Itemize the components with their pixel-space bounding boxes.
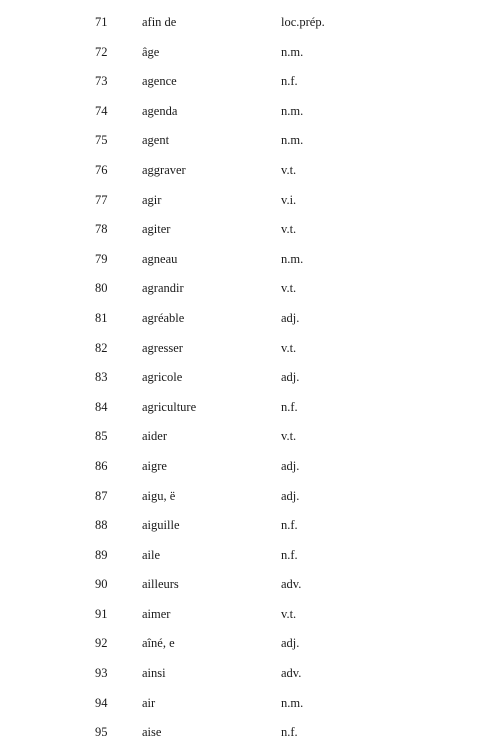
entry-word: agence	[142, 74, 177, 89]
entry-part-of-speech: adv.	[281, 666, 302, 681]
vocab-entry-row	[0, 274, 489, 304]
vocab-entry-row	[0, 215, 489, 245]
entry-part-of-speech: n.f.	[281, 725, 298, 740]
vocab-entry-row	[0, 186, 489, 216]
entry-word: agir	[142, 192, 162, 207]
entry-number: 88	[95, 518, 108, 533]
entry-number: 79	[95, 251, 108, 266]
entry-number: 73	[95, 74, 108, 89]
entry-part-of-speech: n.f.	[281, 518, 298, 533]
entry-number: 81	[95, 310, 108, 325]
entry-number: 89	[95, 547, 108, 562]
entry-part-of-speech: adj.	[281, 488, 300, 503]
vocab-entry-row	[0, 600, 489, 630]
vocab-entry-row	[0, 482, 489, 512]
vocabulary-list	[0, 8, 489, 748]
entry-word: agneau	[142, 251, 178, 266]
entry-part-of-speech: v.t.	[281, 222, 297, 237]
entry-word: ainsi	[142, 666, 166, 681]
entry-part-of-speech: n.m.	[281, 251, 304, 266]
entry-part-of-speech: n.f.	[281, 547, 298, 562]
entry-part-of-speech: adj.	[281, 370, 300, 385]
vocab-entry-row	[0, 393, 489, 423]
entry-word: agenda	[142, 103, 178, 118]
vocab-entry-row	[0, 245, 489, 275]
entry-number: 71	[95, 15, 108, 29]
entry-word: aimer	[142, 606, 171, 621]
vocab-entry-row	[0, 8, 489, 38]
entry-word: aîné, e	[142, 636, 175, 651]
entry-number: 82	[95, 340, 108, 355]
entry-word: agresser	[142, 340, 183, 355]
entry-part-of-speech: v.t.	[281, 281, 297, 296]
entry-part-of-speech: v.t.	[281, 162, 297, 177]
entry-number: 95	[95, 725, 108, 740]
vocab-entry-row	[0, 452, 489, 482]
entry-part-of-speech: n.f.	[281, 399, 298, 414]
vocab-entry-row	[0, 97, 489, 127]
entry-number: 84	[95, 399, 108, 414]
entry-word: aigu, ë	[142, 488, 176, 503]
entry-number: 94	[95, 695, 108, 710]
entry-number: 75	[95, 133, 108, 148]
vocab-entry-row	[0, 156, 489, 186]
entry-number: 93	[95, 666, 108, 681]
entry-part-of-speech: v.t.	[281, 606, 297, 621]
vocab-entry-row	[0, 126, 489, 156]
vocab-entry-row	[0, 629, 489, 659]
vocab-entry-row	[0, 363, 489, 393]
entry-word: agréable	[142, 310, 185, 325]
entry-part-of-speech: n.m.	[281, 133, 304, 148]
entry-word: agrandir	[142, 281, 184, 296]
entry-part-of-speech: v.i.	[281, 192, 297, 207]
entry-word: afin de	[142, 15, 177, 29]
entry-number: 74	[95, 103, 108, 118]
entry-number: 80	[95, 281, 108, 296]
entry-number: 87	[95, 488, 108, 503]
entry-part-of-speech: v.t.	[281, 340, 297, 355]
vocab-entry-row	[0, 38, 489, 68]
entry-number: 83	[95, 370, 108, 385]
entry-number: 85	[95, 429, 108, 444]
vocab-entry-row	[0, 511, 489, 541]
entry-part-of-speech: adj.	[281, 458, 300, 473]
entry-number: 91	[95, 606, 108, 621]
entry-number: 78	[95, 222, 108, 237]
vocab-entry-row	[0, 334, 489, 364]
entry-word: aile	[142, 547, 161, 562]
vocab-entry-row	[0, 570, 489, 600]
entry-word: agriculture	[142, 399, 197, 414]
entry-word: agiter	[142, 222, 171, 237]
entry-word: aise	[142, 725, 162, 740]
entry-word: air	[142, 695, 156, 710]
entry-number: 77	[95, 192, 108, 207]
entry-number: 72	[95, 44, 108, 59]
entry-part-of-speech: loc.prép.	[281, 15, 325, 29]
entry-number: 86	[95, 458, 108, 473]
entry-part-of-speech: adv.	[281, 577, 302, 592]
entry-number: 76	[95, 162, 108, 177]
vocab-entry-row	[0, 541, 489, 571]
entry-part-of-speech: adj.	[281, 310, 300, 325]
entry-part-of-speech: n.f.	[281, 74, 298, 89]
entry-word: aggraver	[142, 162, 186, 177]
entry-word: ailleurs	[142, 577, 179, 592]
vocab-entry-row	[0, 422, 489, 452]
entry-part-of-speech: n.m.	[281, 44, 304, 59]
entry-word: aiguille	[142, 518, 180, 533]
vocab-entry-row	[0, 718, 489, 748]
entry-part-of-speech: n.m.	[281, 103, 304, 118]
entry-word: aider	[142, 429, 167, 444]
entry-part-of-speech: n.m.	[281, 695, 304, 710]
entry-word: âge	[142, 44, 160, 59]
entry-part-of-speech: v.t.	[281, 429, 297, 444]
vocab-entry-row	[0, 304, 489, 334]
vocab-entry-row	[0, 659, 489, 689]
entry-word: aigre	[142, 458, 167, 473]
vocab-entry-row	[0, 689, 489, 719]
entry-part-of-speech: adj.	[281, 636, 300, 651]
entry-number: 92	[95, 636, 108, 651]
entry-number: 90	[95, 577, 108, 592]
entry-word: agent	[142, 133, 170, 148]
vocab-entry-row	[0, 67, 489, 97]
entry-word: agricole	[142, 370, 183, 385]
